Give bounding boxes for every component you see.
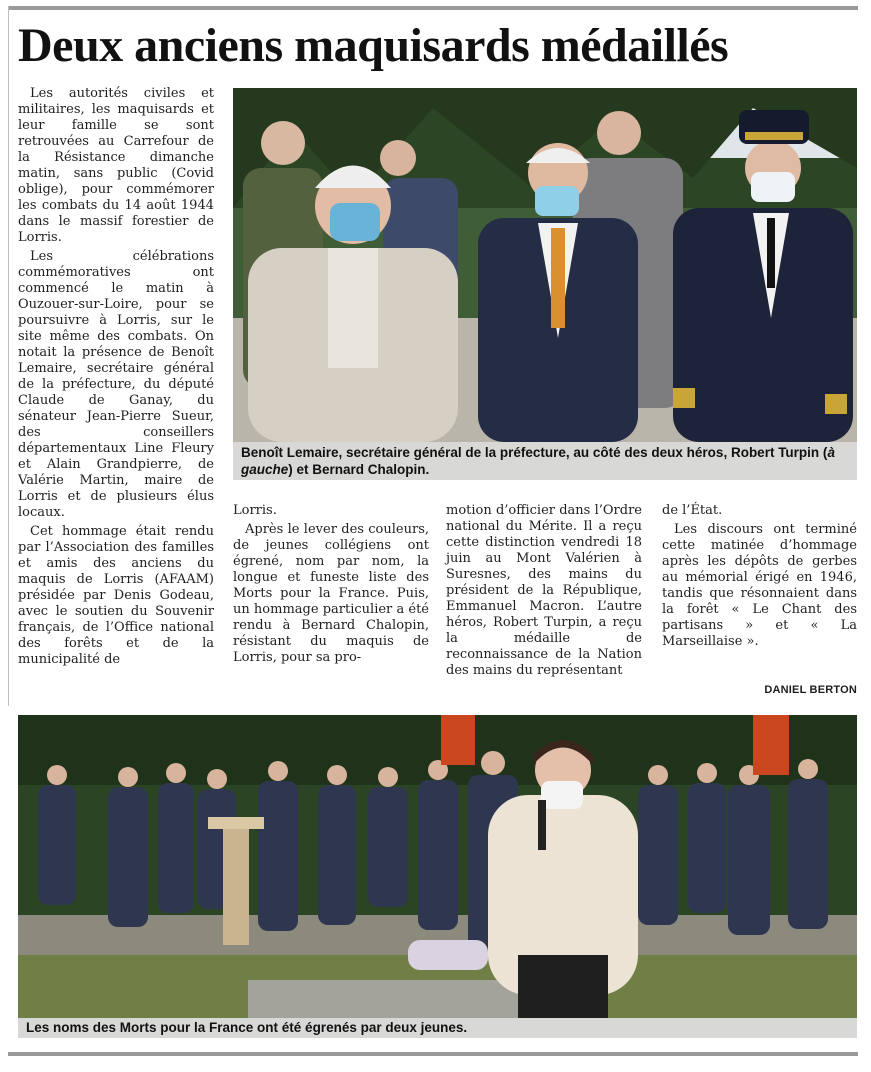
text-column-4 <box>662 503 857 650</box>
headline: Deux anciens maquisards médaillés <box>18 19 729 72</box>
paragraph: motion d’officier dans l’Ordre national du Mérite. Il a reçu cette distinction vendredi 18 juin au Mont Valérien à Suresnes, des mains du président de la République, Emmanuel Macron. L’autre héros, Robert Turpin, a reçu la médaille de reconnaissance de la Nation des mains du représentant <box>446 503 642 678</box>
paragraph: Les autorités civiles et militaires, les maquisards et leur famille se sont retrouvées au Carrefour de la Résistance dimanche matin, sans public (Covid oblige), pour commémorer les combats du 14 août 1944 dans le massif forestier de Lorris. <box>18 86 214 245</box>
caption-text: Les noms des Morts pour la France ont été égrenés par deux jeunes. <box>26 1020 468 1035</box>
caption-text: ) et Bernard Chalopin. <box>288 462 430 477</box>
left-rule <box>8 6 9 706</box>
paragraph: Les célébrations commémoratives ont commencé le matin à Ouzouer-sur-Loire, pour se poursuivre à Lorris, sur le site même des combats. On notait la présence de Benoît Lemaire, secrétaire général de la préfecture, du député Claude de Ganay, du sénateur Jean-Pierre Sueur, des conseillers départementaux Line Fleury et Alain Grandpierre, de Valérie Martin, maire de Lorris et de plusieurs élus locaux. <box>18 249 214 520</box>
caption-text: Benoît Lemaire, secrétaire général de la préfecture, au côté des deux héros, Robert Turpin ( <box>241 445 828 460</box>
text-column-2 <box>233 503 429 666</box>
paragraph: Après le lever des couleurs, de jeunes collégiens ont égrené, nom par nom, la longue et funeste liste des Morts pour la France. Puis, un hommage particulier a été rendu à Bernard Chalopin, résistant du maquis de Lorris, pour sa pro- <box>233 522 429 665</box>
text-column-3 <box>446 503 642 679</box>
photo-ceremony-heroes-image <box>233 88 857 442</box>
text-column-1 <box>18 86 214 668</box>
photo-names-reading <box>18 715 857 1018</box>
byline: DANIEL BERTON <box>764 684 857 696</box>
bottom-rule <box>8 1052 858 1056</box>
paragraph: Les discours ont terminé cette matinée d’hommage après les dépôts de gerbes au mémorial érigé en 1946, tandis que résonnaient dans la forêt « Le Chant des partisans » et « La Marseillaise ». <box>662 522 857 649</box>
paragraph: Cet hommage était rendu par l’Association des familles et amis des anciens du maquis de Lorris (AFAAM) présidée par Denis Godeau, avec le soutien du Souvenir français, de l’Office national des forêts et de la municipalité de <box>18 524 214 667</box>
photo-caption-heroes <box>233 442 857 480</box>
photo-names-reading-image <box>18 715 857 1018</box>
photo-ceremony-heroes <box>233 88 857 442</box>
caption-italic: à gauche <box>241 445 835 477</box>
top-rule <box>8 6 858 10</box>
paragraph: de l’État. <box>662 503 723 518</box>
paragraph: Lorris. <box>233 503 277 518</box>
photo-caption-names-reading <box>18 1018 857 1038</box>
